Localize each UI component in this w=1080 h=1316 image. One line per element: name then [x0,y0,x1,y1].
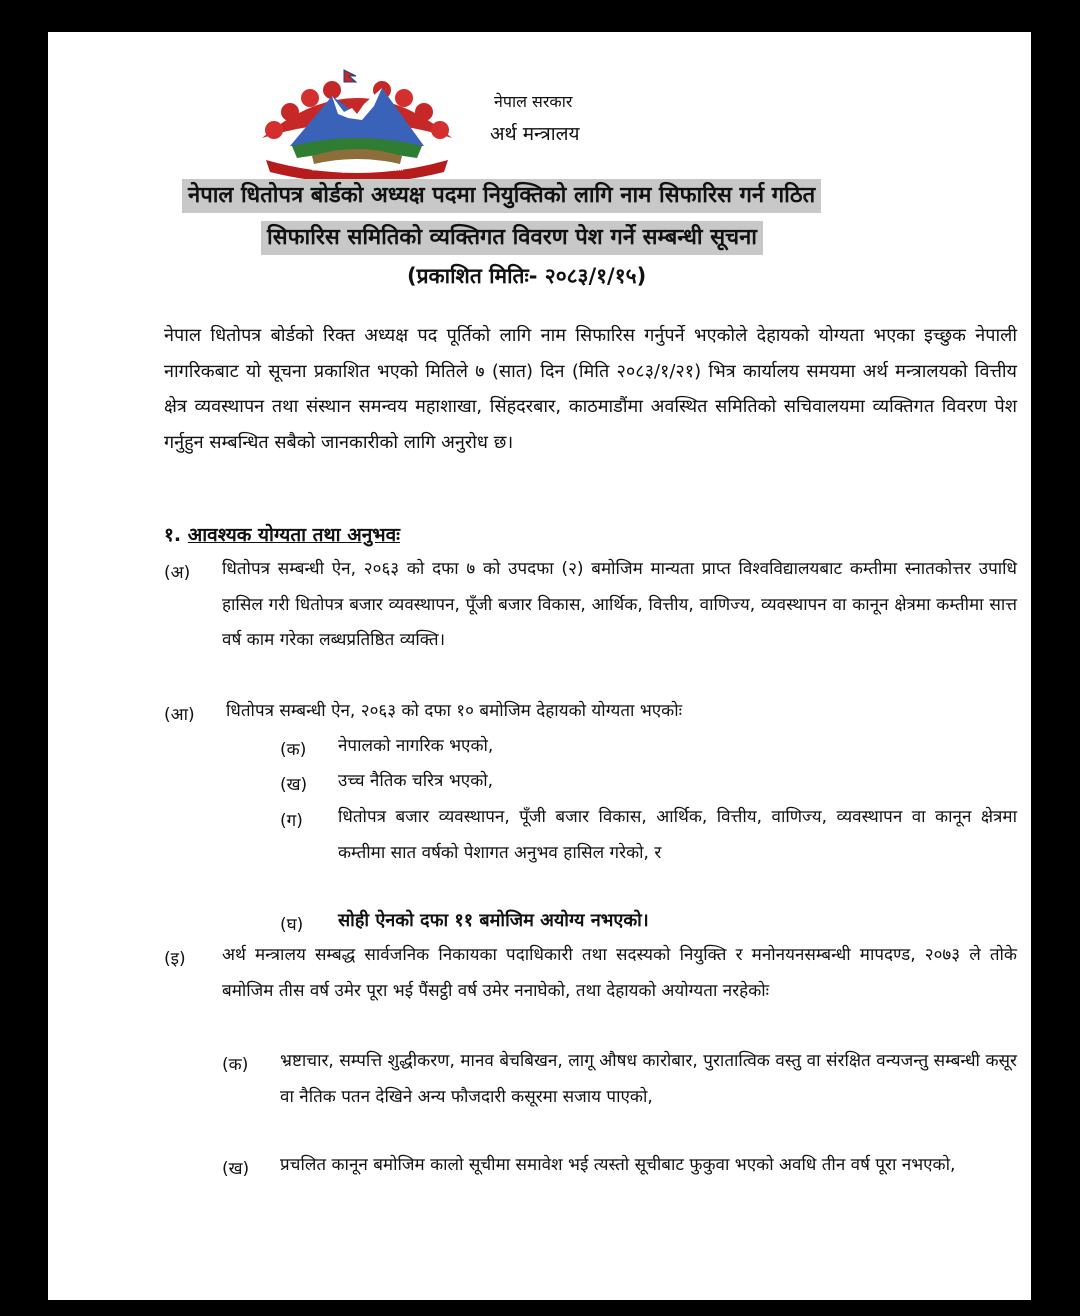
list-item-marker: (ग) [280,811,303,831]
notice-title-line-1: नेपाल धितोपत्र बोर्डको अध्यक्ष पदमा नियुक्तिको लागि नाम सिफारिस गर्न गठित [182,179,821,213]
list-item-text: नेपालको नागरिक भएको, [338,736,494,756]
government-name: नेपाल सरकार [494,92,573,111]
list-item-text: सोही ऐनको दफा ११ बमोजिम अयोग्य नभएको। [338,910,649,931]
clause-aa-text: धितोपत्र सम्बन्धी ऐन, २०६३ को दफा १० बमोजिम देहायको योग्यता भएकोः [226,701,683,721]
clause-a-text: धितोपत्र सम्बन्धी ऐन, २०६३ को दफा ७ को उपदफा (२) बमोजिम मान्यता प्राप्त विश्वविद्यालयबाट कम्तीमा स्नातकोत्तर उपाधि हासिल गरी धितोपत्र बजार व्यवस्थापन, पूँजी बजार विकास, आर्थिक, वित्तीय, वाणिज्य, व्यवस्थापन वा कानून क्षेत्रमा कम्तीमा सात्त वर्ष काम गरेका लब्धप्रतिष्ठित व्यक्ति। [222,559,1017,650]
list-item-text: प्रचलित कानून बमोजिम कालो सूचीमा समावेश भई त्यस्तो सूचीबाट फुकुवा भएको अवधि तीन वर्ष पूरा नभएको, [280,1155,956,1175]
section-title: आवश्यक योग्यता तथा अनुभवः [187,524,401,546]
list-item-text: धितोपत्र बजार व्यवस्थापन, पूँजी बजार विकास, आर्थिक, वित्तीय, वाणिज्य, व्यवस्थापन वा कानून क्षेत्रमा कम्तीमा सात वर्षको पेशागत अनुभव हासिल गरेको, र [338,807,1017,863]
list-item-marker: (घ) [280,915,304,935]
document-page [48,32,1031,1300]
clause-aa-marker: (आ) [164,705,195,725]
list-item-marker: (क) [280,740,307,760]
list-item-text: उच्च नैतिक चरित्र भएको, [338,771,494,791]
published-date: (प्रकाशित मितिः- २०८३/१/१५) [407,264,647,288]
section-1-heading [164,521,400,547]
nepal-emblem-icon [252,68,462,180]
clause-a-marker: (अ) [164,563,191,583]
clause-i-text: अर्थ मन्त्रालय सम्बद्ध सार्वजनिक निकायका पदाधिकारी तथा सदस्यको नियुक्ति र मनोनयनसम्बन्धी मापदण्ड, २०७३ ले तोके बमोजिम तीस वर्ष उमेर पूरा भई पैंसट्ठी वर्ष उमेर ननाघेको, तथा देहायको अयोग्यता नरहेकोः [222,945,1017,1001]
intro-paragraph: नेपाल धितोपत्र बोर्डको रिक्त अध्यक्ष पद पूर्तिको लागि नाम सिफारिस गर्नुपर्ने भएकोले देहायको योग्यता भएका इच्छुक नेपाली नागरिकबाट यो सूचना प्रकाशित भएको मितिले ७ (सात) दिन (मिति २०८३/१/२१) भित्र कार्यालय समयमा अर्थ मन्त्रालयको वित्तीय क्षेत्र व्यवस्थापन तथा संस्थान समन्वय महाशाखा, सिंहदरबार, काठमाडौंमा अवस्थित समितिको सचिवालयमा व्यक्तिगत विवरण पेश गर्नुहुन सम्बन्धित सबैको जानकारीको लागि अनुरोध छ। [164,325,1017,453]
list-item-text: भ्रष्टाचार, सम्पत्ति शुद्धीकरण, मानव बेचबिखन, लागू औषध कारोबार, पुरातात्विक वस्तु वा संरक्षित वन्यजन्तु सम्बन्धी कसूर वा नैतिक पतन देखिने अन्य फौजदारी कसूरमा सजाय पाएको, [280,1051,1017,1107]
list-item-marker: (ख) [280,775,308,795]
notice-title-line-2: सिफारिस समितिको व्यक्तिगत विवरण पेश गर्ने सम्बन्धी सूचना [261,221,763,255]
clause-i-marker: (इ) [164,949,186,969]
section-number: १. [164,524,182,546]
ministry-name: अर्थ मन्त्रालय [490,123,580,145]
svg-text:जननी जन्मभूमिश्च स्वर्गादपि गर: जननी जन्मभूमिश्च स्वर्गादपि गरीयसी [310,165,404,173]
list-item-marker: (ख) [222,1159,250,1179]
list-item-marker: (क) [222,1055,249,1075]
